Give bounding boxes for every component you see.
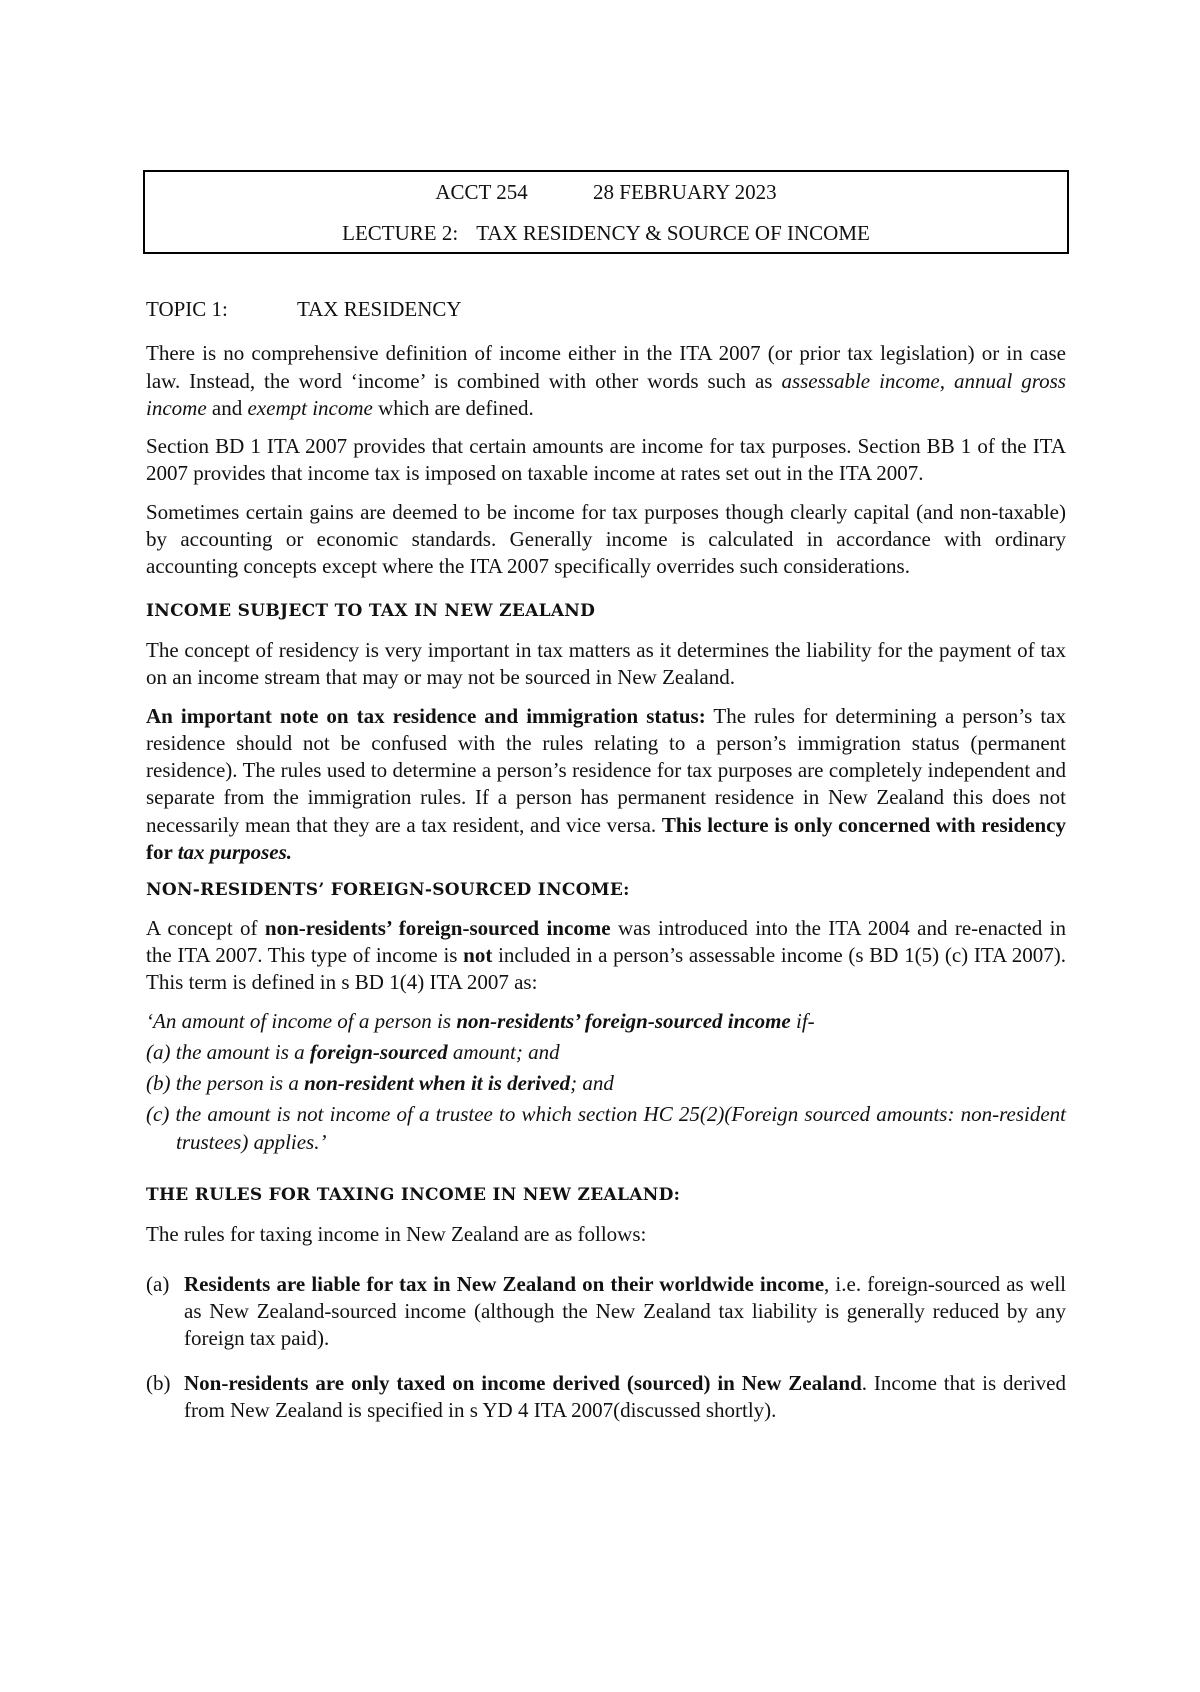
bold-run: Residents are liable for tax in New Zealand on their worldwide income (184, 1271, 825, 1296)
immigration-note-paragraph (146, 703, 1066, 867)
topic-title: TAX RESIDENCY (297, 297, 462, 321)
section-heading-rules: THE RULES FOR TAXING INCOME IN NEW ZEALAND: (146, 1185, 681, 1206)
text-run: (b) the person is a (146, 1071, 305, 1096)
rule-item-b (146, 1370, 1066, 1425)
quote-item-c: (c) the amount is not income of a trustee to which section HC 25(2)(Foreign sourced amounts: non-resident trustees) applies.’ (146, 1102, 1066, 1154)
title-box (143, 170, 1069, 254)
text-run: amount; and (447, 1039, 560, 1064)
quote-item-a (146, 1039, 1066, 1066)
quote-definition (146, 1008, 1066, 1035)
bold-lead: An important note on tax residence and immigration status: (146, 703, 706, 728)
text-run: included in a person’s assessable income (s BD 1(5) (c) ITA 2007). This term is defined in s BD 1(4) ITA 2007 as: (146, 942, 1066, 995)
text-run: The rules for determining a person’s tax residence should not be confused with the rules relating to a person’s immigration status (permanent residence). The rules used to determine a person’s residence for tax purposes are completely independent and separate from the immigration rules. If a person has permanent residence in New Zealand this does not necessarily mean that they are a tax resident, and vice versa. (146, 703, 1066, 837)
text-run: ; and (570, 1071, 614, 1096)
bold-italic-run: tax purposes. (177, 840, 293, 865)
text-run: was introduced into the ITA 2004 and re-enacted in the ITA 2007. This type of income is (146, 915, 1066, 967)
section-heading-income: INCOME SUBJECT TO TAX IN NEW ZEALAND (146, 600, 596, 621)
text-run: ‘An amount of income of a person is (146, 1008, 457, 1033)
lecture-number: LECTURE 2: (342, 221, 459, 245)
rule-item-a (146, 1271, 1066, 1353)
italic-term: assessable income, annual gross income (146, 368, 1066, 420)
quote-item-b (146, 1070, 1066, 1097)
intro-paragraph-3: Sometimes certain gains are deemed to be income for tax purposes though clearly capital (and non-taxable) by accounting or economic standards. Generally income is calculated in accordance with ordinary accounting concepts except where the ITA 2007 specifically overrides such considerations. (146, 499, 1066, 579)
text-run: . Income that is derived from New Zealand is specified in s YD 4 ITA 2007(discussed shortly). (184, 1370, 1066, 1422)
topic-heading (146, 296, 1066, 323)
bold-run: This lecture is only concerned with residency for (146, 812, 1066, 865)
bold-run: foreign-sourced (309, 1039, 448, 1064)
bold-run: Non-residents are only taxed on income derived (sourced) in New Zealand (184, 1370, 862, 1395)
title-row-lecture (145, 221, 1067, 246)
italic-term: exempt income (247, 395, 373, 420)
lecture-date: 28 FEBRUARY 2023 (593, 180, 777, 204)
text-run: , i.e. foreign-sourced as well as New Zealand-sourced income (although the New Zealand tax liability is generally reduced by any foreign tax paid). (184, 1271, 1066, 1351)
text-run: A concept of (146, 915, 265, 940)
residency-paragraph: The concept of residency is very important in tax matters as it determines the liability for the payment of tax on an income stream that may or may not be sourced in New Zealand. (146, 637, 1066, 690)
bold-run: non-resident when it is derived (304, 1071, 571, 1096)
text-run: which are defined. (372, 395, 534, 420)
bold-run: non-residents’ foreign-sourced income (456, 1008, 791, 1033)
list-label: (b) (146, 1370, 171, 1395)
list-text (184, 1370, 1066, 1425)
section-heading-nonresidents: NON-RESIDENTS’ FOREIGN-SOURCED INCOME: (146, 880, 630, 901)
text-run: and (206, 395, 248, 420)
lecture-title: TAX RESIDENCY & SOURCE OF INCOME (476, 221, 870, 245)
text-run: There is no comprehensive definition of income either in the ITA 2007 (or prior tax legislation) or in case law. Instead, the word ‘income’ is combined with other words such as (146, 341, 1066, 393)
bold-run: not (463, 942, 493, 967)
topic-label: TOPIC 1: (146, 297, 228, 321)
bold-run: non-residents’ foreign-sourced income (264, 915, 611, 940)
text-run: if- (790, 1008, 815, 1033)
title-row-course (145, 180, 1067, 205)
list-text (184, 1271, 1066, 1353)
text-run: (a) the amount is a (146, 1039, 310, 1064)
rules-intro: The rules for taxing income in New Zealand are as follows: (146, 1222, 647, 1247)
course-code: ACCT 254 (435, 180, 528, 204)
list-label: (a) (146, 1271, 170, 1296)
nonresidents-paragraph (146, 915, 1066, 997)
intro-paragraph-2: Section BD 1 ITA 2007 provides that certain amounts are income for tax purposes. Section BB 1 of the ITA 2007 provides that income tax is imposed on taxable income at rates set out in the ITA 2007. (146, 434, 1066, 486)
intro-paragraph-1 (146, 340, 1066, 422)
document-body (146, 296, 1066, 1441)
